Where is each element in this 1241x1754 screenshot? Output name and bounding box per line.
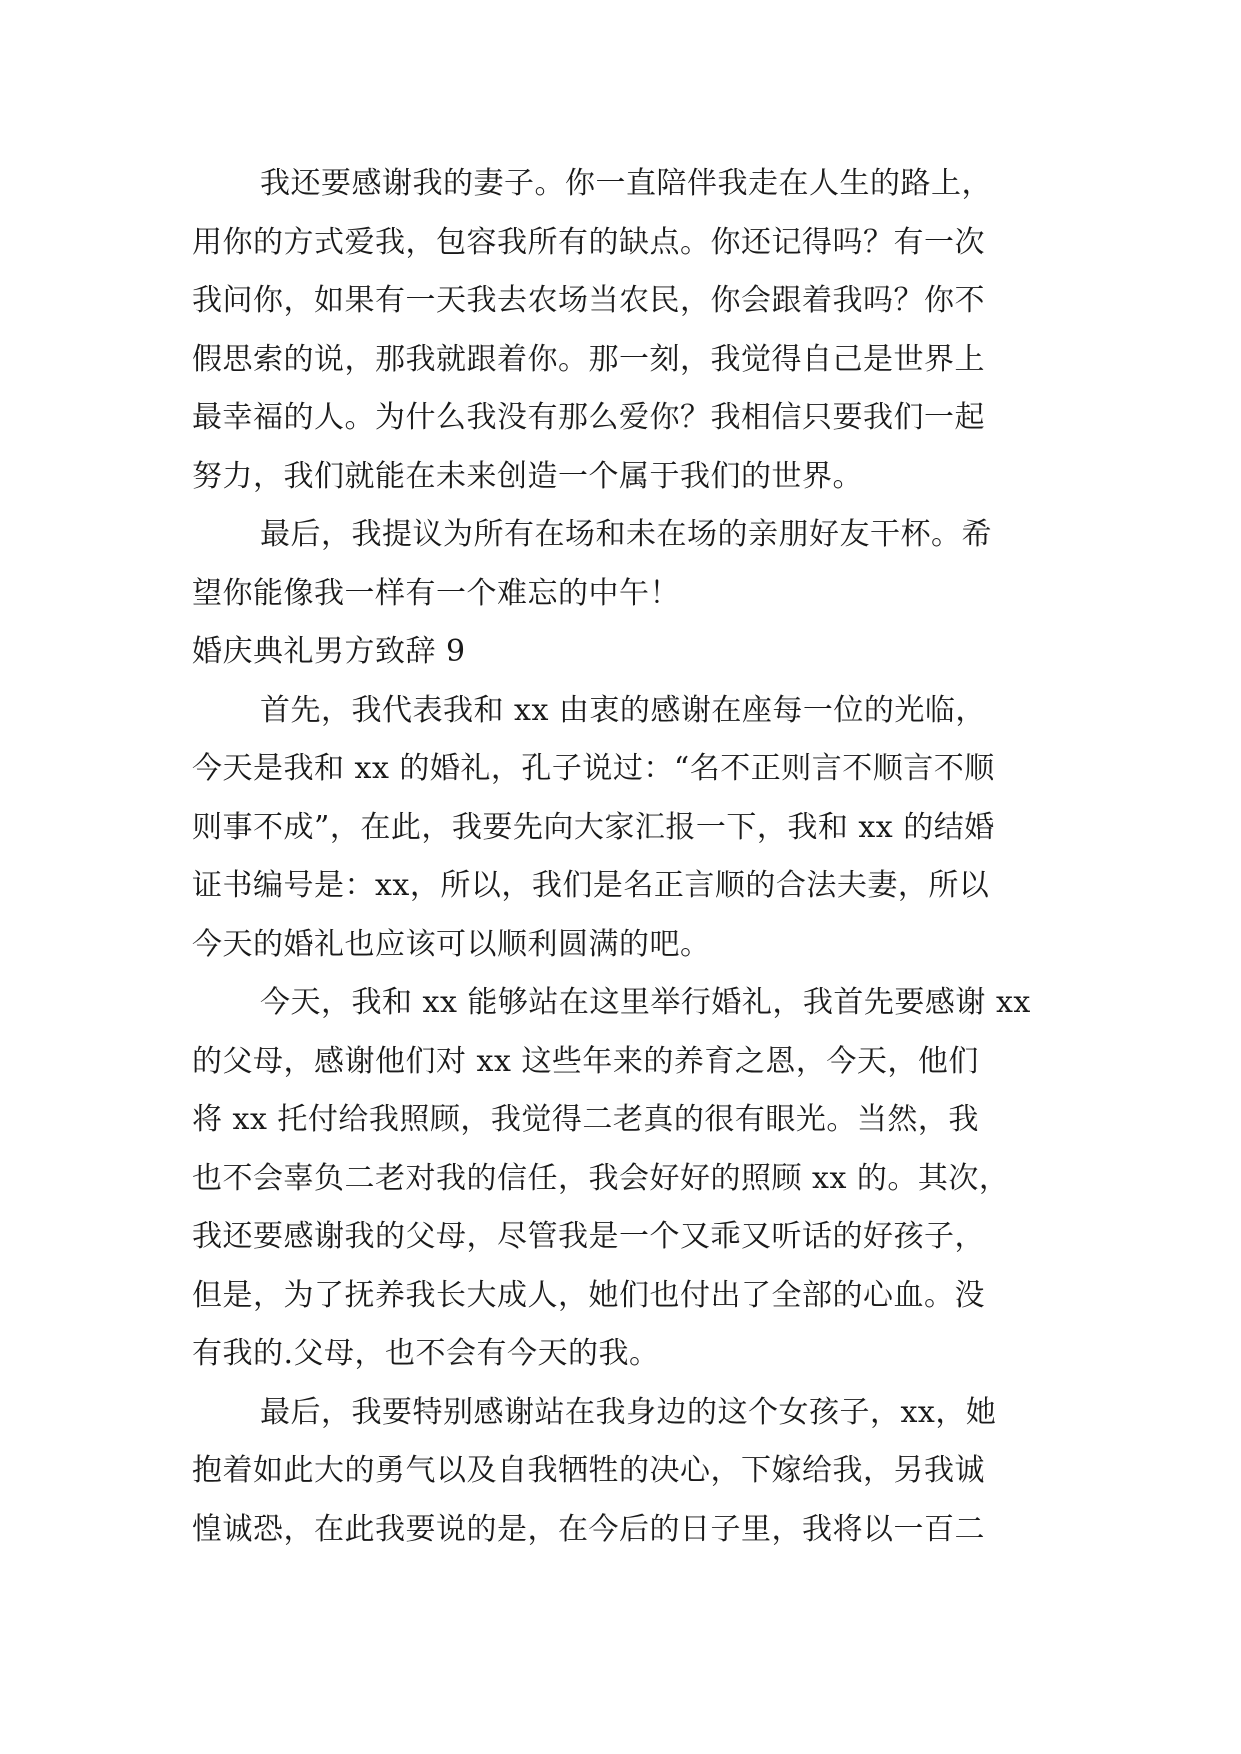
section-heading <box>192 623 1062 682</box>
section-title: 婚庆典礼男方致辞 9 <box>192 634 466 669</box>
text-line: 也不会辜负二老对我的信任，我会好好的照顾 xx 的。其次， <box>192 1160 1010 1196</box>
document-body <box>192 155 1062 1559</box>
text-line: 最后，我要特别感谢站在我身边的这个女孩子，xx，她 <box>260 1394 997 1430</box>
text-line: 今天，我和 xx 能够站在这里举行婚礼，我首先要感谢 xx <box>260 985 1031 1020</box>
paragraph-thanks-wife <box>192 155 1062 506</box>
text-line: 证书编号是：xx，所以，我们是名正言顺的合法夫妻，所以 <box>192 868 990 903</box>
text-line: 抱着如此大的勇气以及自我牺牲的决心，下嫁给我，另我诚 <box>192 1453 985 1488</box>
text-line: 我问你，如果有一天我去农场当农民，你会跟着我吗？你不 <box>192 283 985 318</box>
text-line: 用你的方式爱我，包容我所有的缺点。你还记得吗？有一次 <box>192 224 985 260</box>
text-line: 我还要感谢我的妻子。你一直陪伴我走在人生的路上， <box>260 166 992 201</box>
paragraph-toast <box>192 506 1062 623</box>
text-line: 今天的婚礼也应该可以顺利圆满的吧。 <box>192 926 711 962</box>
text-line: 但是，为了抚养我长大成人，她们也付出了全部的心血。没 <box>192 1277 985 1313</box>
text-line: 望你能像我一样有一个难忘的中午！ <box>192 575 680 611</box>
paragraph-opening <box>192 682 1062 975</box>
text-line: 则事不成”，在此，我要先向大家汇报一下，我和 xx 的结婚 <box>192 809 995 845</box>
text-line: 假思索的说，那我就跟着你。那一刻，我觉得自己是世界上 <box>192 341 985 377</box>
text-line: 的父母，感谢他们对 xx 这些年来的养育之恩，今天，他们 <box>192 1043 979 1079</box>
paragraph-thanks-parents <box>192 974 1062 1384</box>
text-line: 我还要感谢我的父母，尽管我是一个又乖又听话的好孩子， <box>192 1219 985 1254</box>
text-line: 有我的.父母，也不会有今天的我。 <box>192 1336 660 1371</box>
text-line: 首先，我代表我和 xx 由衷的感谢在座每一位的光临， <box>260 692 986 728</box>
text-line: 努力，我们就能在未来创造一个属于我们的世界。 <box>192 458 863 494</box>
paragraph-thanks-bride <box>192 1384 1062 1560</box>
text-line: 今天是我和 xx 的婚礼，孔子说过：“名不正则言不顺言不顺 <box>192 751 995 786</box>
text-line: 最后，我提议为所有在场和未在场的亲朋好友干杯。希 <box>260 517 992 552</box>
text-line: 最幸福的人。为什么我没有那么爱你？我相信只要我们一起 <box>192 400 985 435</box>
text-line: 惶诚恐，在此我要说的是，在今后的日子里，我将以一百二 <box>192 1511 985 1547</box>
text-line: 将 xx 托付给我照顾，我觉得二老真的很有眼光。当然，我 <box>192 1102 979 1137</box>
